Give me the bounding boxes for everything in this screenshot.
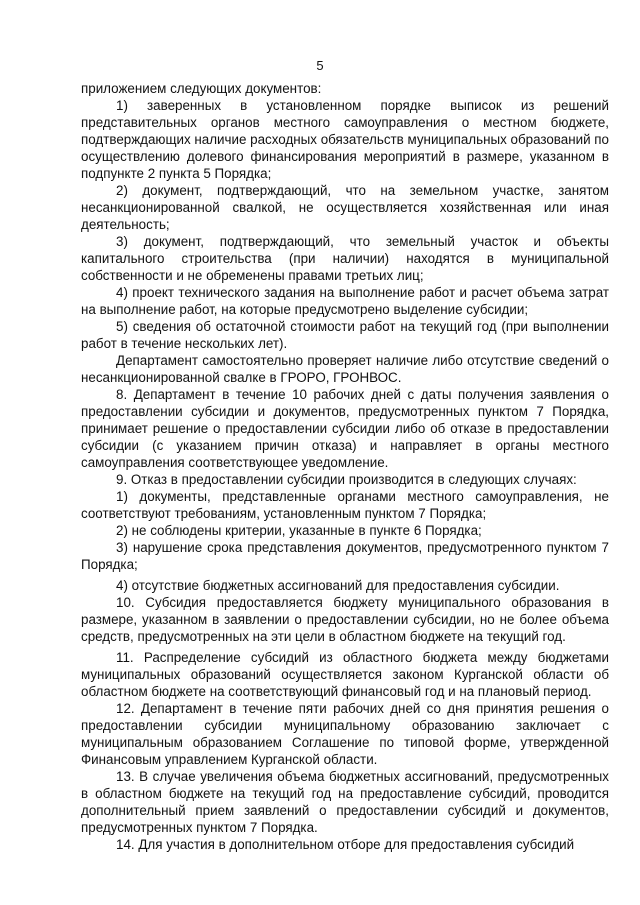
paragraph: 1) документы, представленные органами местного самоуправления, не соответствуют требованиям, установленным пунктом 7 Порядка; (81, 489, 609, 521)
paragraph: 12. Департамент в течение пяти рабочих дней со дня принятия решения о предоставлении субсидии муниципальному образованию заключает с муниципальным образованием Соглашение по типовой форме, утвержденной Финансовым управлением Курганской области. (81, 701, 609, 767)
paragraph: 4) отсутствие бюджетных ассигнований для предоставления субсидии. (116, 578, 560, 593)
paragraph: 10. Субсидия предоставляется бюджету муниципального образования в размере, указанном в заявлении о предоставлении субсидии, но не более объема средств, предусмотренных на эти цели в областном бюджете на текущий год. (81, 595, 609, 644)
paragraph: 11. Распределение субсидий из областного бюджета между бюджетами муниципальных образований осуществляется законом Курганской области об областном бюджете на соответствующий финансовый год и на плановый период. (81, 650, 609, 699)
page-number: 5 (316, 58, 324, 73)
paragraph: 3) документ, подтверждающий, что земельный участок и объекты капитального строительства (при наличии) находятся в муниципальной собственности и не обременены правами третьих лиц; (81, 234, 609, 283)
paragraph: Департамент самостоятельно проверяет наличие либо отсутствие сведений о несанкционированной свалке в ГРОРО, ГРОНВОС. (81, 353, 609, 385)
paragraph: 4) проект технического задания на выполнение работ и расчет объема затрат на выполнение работ, на которые предусмотрено выделение субсидии; (81, 285, 609, 317)
paragraph: 2) документ, подтверждающий, что на земельном участке, занятом несанкционированной свалкой, не осуществляется хозяйственная или иная деятельность; (81, 183, 609, 232)
paragraph: 5) сведения об остаточной стоимости работ на текущий год (при выполнении работ в течение нескольких лет). (81, 319, 609, 351)
paragraph: 13. В случае увеличения объема бюджетных ассигнований, предусмотренных в областном бюджете на текущий год на предоставление субсидий, проводится дополнительный прием заявлений о предоставлении субсидий и документов, предусмотренных пунктом 7 Порядка. (81, 769, 609, 835)
paragraph: 14. Для участия в дополнительном отборе для предоставления субсидий (116, 837, 575, 852)
paragraph: 2) не соблюдены критерии, указанные в пункте 6 Порядка; (116, 523, 482, 538)
paragraph: 3) нарушение срока представления документов, предусмотренного пунктом 7 Порядка; (81, 540, 609, 572)
paragraph: 9. Отказ в предоставлении субсидии производится в следующих случаях: (116, 472, 577, 487)
document-body (81, 80, 609, 853)
paragraph: 8. Департамент в течение 10 рабочих дней с даты получения заявления о предоставлении субсидии и документов, предусмотренных пунктом 7 Порядка, принимает решение о предоставлении субсидии либо об отказе в предоставлении субсидии (с указанием причин отказа) и направляет в органы местного самоуправления соответствующее уведомление. (81, 387, 609, 470)
paragraph: 1) заверенных в установленном порядке выписок из решений представительных органов местного самоуправления о местном бюджете, подтверждающих наличие расходных обязательств муниципальных образований по осуществлению долевого финансирования мероприятий в размере, указанном в подпункте 2 пункта 5 Порядка; (81, 98, 609, 181)
paragraph: приложением следующих документов: (81, 81, 322, 96)
